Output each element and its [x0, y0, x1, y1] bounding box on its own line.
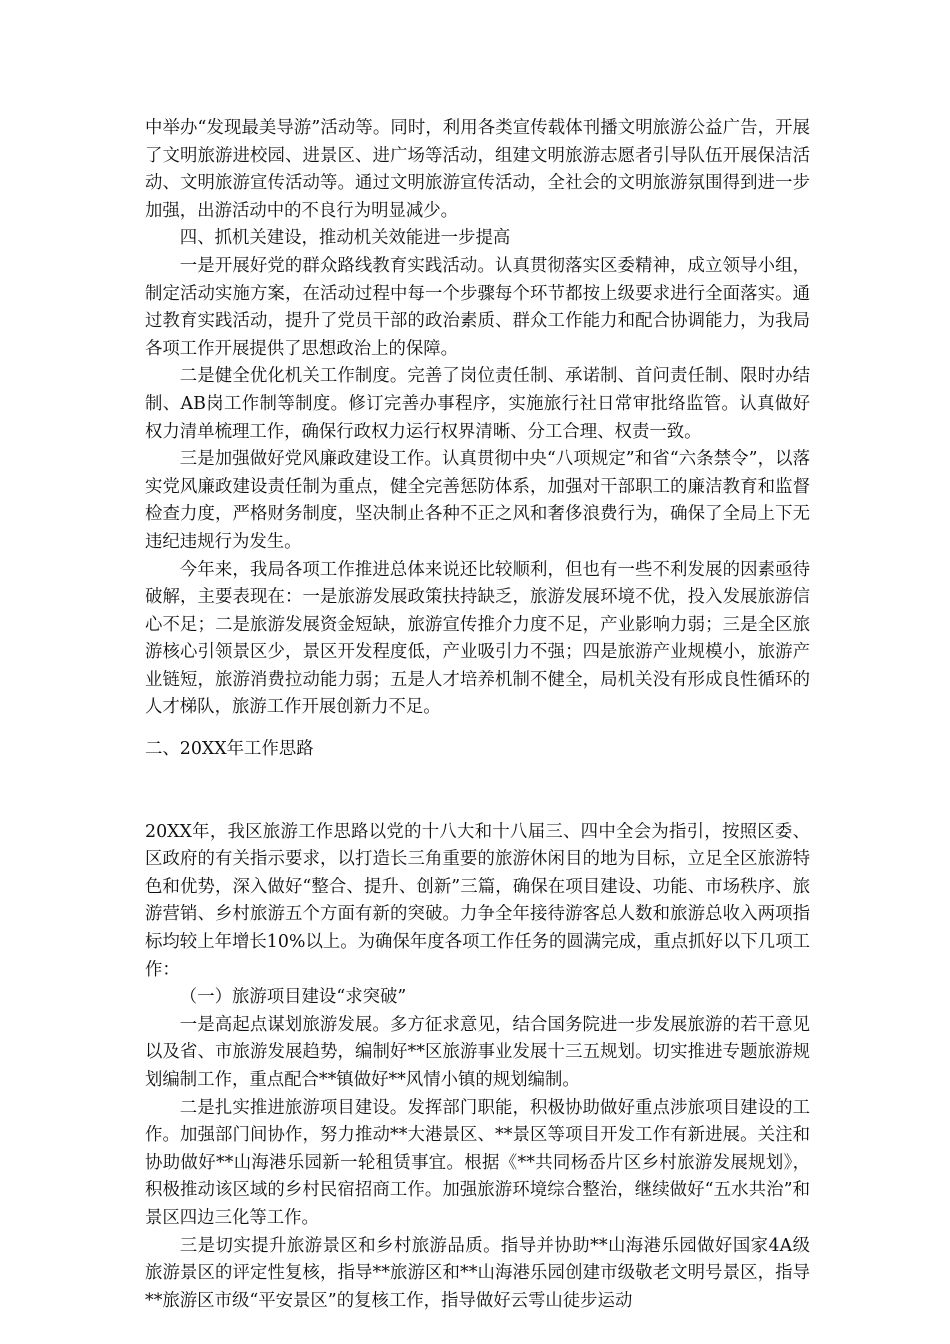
document-page: [145, 115, 810, 1315]
paragraph-problems: 今年来，我局各项工作推进总体来说还比较顺利，但也有一些不利发展的因素亟待破解，主要表现在：一是旅游发展政策扶持缺乏，旅游发展环境不优，投入发展旅游信心不足；二是旅游发展资金短缺，旅游宣传推介力度不足，产业影响力弱；三是全区旅游核心引领景区少，景区开发程度低，产业吸引力不强；四是旅游产业规模小，旅游产业链短，旅游消费拉动能力弱；五是人才培养机制不健全，局机关没有形成良性循环的人才梯队，旅游工作开展创新力不足。: [145, 559, 810, 718]
paragraph-institution-system: 二是健全优化机关工作制度。完善了岗位责任制、承诺制、首问责任制、限时办结制、AB岗工作制等制度。修订完善办事程序，实施旅行社日常审批络监管。认真做好权力清单梳理工作，确保行政权力运行权界清晰、分工合理、权责一致。: [145, 366, 810, 442]
heading-section-four: 四、抓机关建设，推动机关效能进一步提高: [179, 228, 511, 249]
paragraph-planning: 一是高起点谋划旅游发展。多方征求意见，结合国务院进一步发展旅游的若干意见以及省、市旅游发展趋势，编制好**区旅游事业发展十三五规划。切实推进专题旅游规划编制工作，重点配合**镇做好**风情小镇的规划编制。: [145, 1014, 810, 1090]
paragraph-work-plan: 20XX年，我区旅游工作思路以党的十八大和十八届三、四中全会为指引，按照区委、区政府的有关指示要求，以打造长三角重要的旅游休闲目的地为目标，立足全区旅游特色和优势，深入做好“整合、提升、创新”三篇，确保在项目建设、功能、市场秩序、旅游营销、乡村旅游五个方面有新的突破。力争全年接待游客总人数和旅游总收入两项指标均较上年增长10%以上。为确保年度各项工作任务的圆满完成，重点抓好以下几项工作：: [145, 821, 810, 980]
heading-section-two: 二、20XX年工作思路: [145, 739, 314, 760]
paragraph-promotion: 中举办“发现最美导游”活动等。同时，利用各类宣传载体刊播文明旅游公益广告，开展了文明旅游进校园、进景区、进广场等活动，组建文明旅游志愿者引导队伍开展保洁活动、文明旅游宣传活动等。通过文明旅游宣传活动，全社会的文明旅游氛围得到进一步加强，出游活动中的不良行为明显减少。: [145, 118, 810, 221]
spacer: [145, 722, 810, 736]
paragraph-clean-government: 三是加强做好党风廉政建设工作。认真贯彻中央“八项规定”和省“六条禁令”，以落实党风廉政建设责任制为重点，健全完善惩防体系，加强对干部职工的廉洁教育和监督检查力度，严格财务制度，坚决制止各种不正之风和奢侈浪费行为，确保了全局上下无违纪违规行为发生。: [145, 449, 810, 552]
spacer: [145, 764, 810, 819]
paragraph-quality-improvement: 三是切实提升旅游景区和乡村旅游品质。指导并协助**山海港乐园做好国家4A级旅游景区的评定性复核，指导**旅游区和**山海港乐园创建市级敬老文明号景区，指导**旅游区市级“平安景区”的复核工作，指导做好云雩山徒步运动: [145, 1235, 810, 1311]
paragraph-education-practice: 一是开展好党的群众路线教育实践活动。认真贯彻落实区委精神，成立领导小组，制定活动实施方案，在活动过程中每一个步骤每个环节都按上级要求进行全面落实。通过教育实践活动，提升了党员干部的政治素质、群众工作能力和配合协调能力，为我局各项工作开展提供了思想政治上的保障。: [145, 255, 810, 359]
paragraph-project-construction: 二是扎实推进旅游项目建设。发挥部门职能，积极协助做好重点涉旅项目建设的工作。加强部门间协作，努力推动**大港景区、**景区等项目开发工作有新进展。关注和协助做好**山海港乐园新一轮租赁事宜。根据《**共同杨岙片区乡村旅游发展规划》，积极推动该区域的乡村民宿招商工作。加强旅游环境综合整治，继续做好“五水共治”和景区四边三化等工作。: [145, 1097, 810, 1228]
subheading-project-breakthrough: （一）旅游项目建设“求突破”: [179, 987, 407, 1008]
